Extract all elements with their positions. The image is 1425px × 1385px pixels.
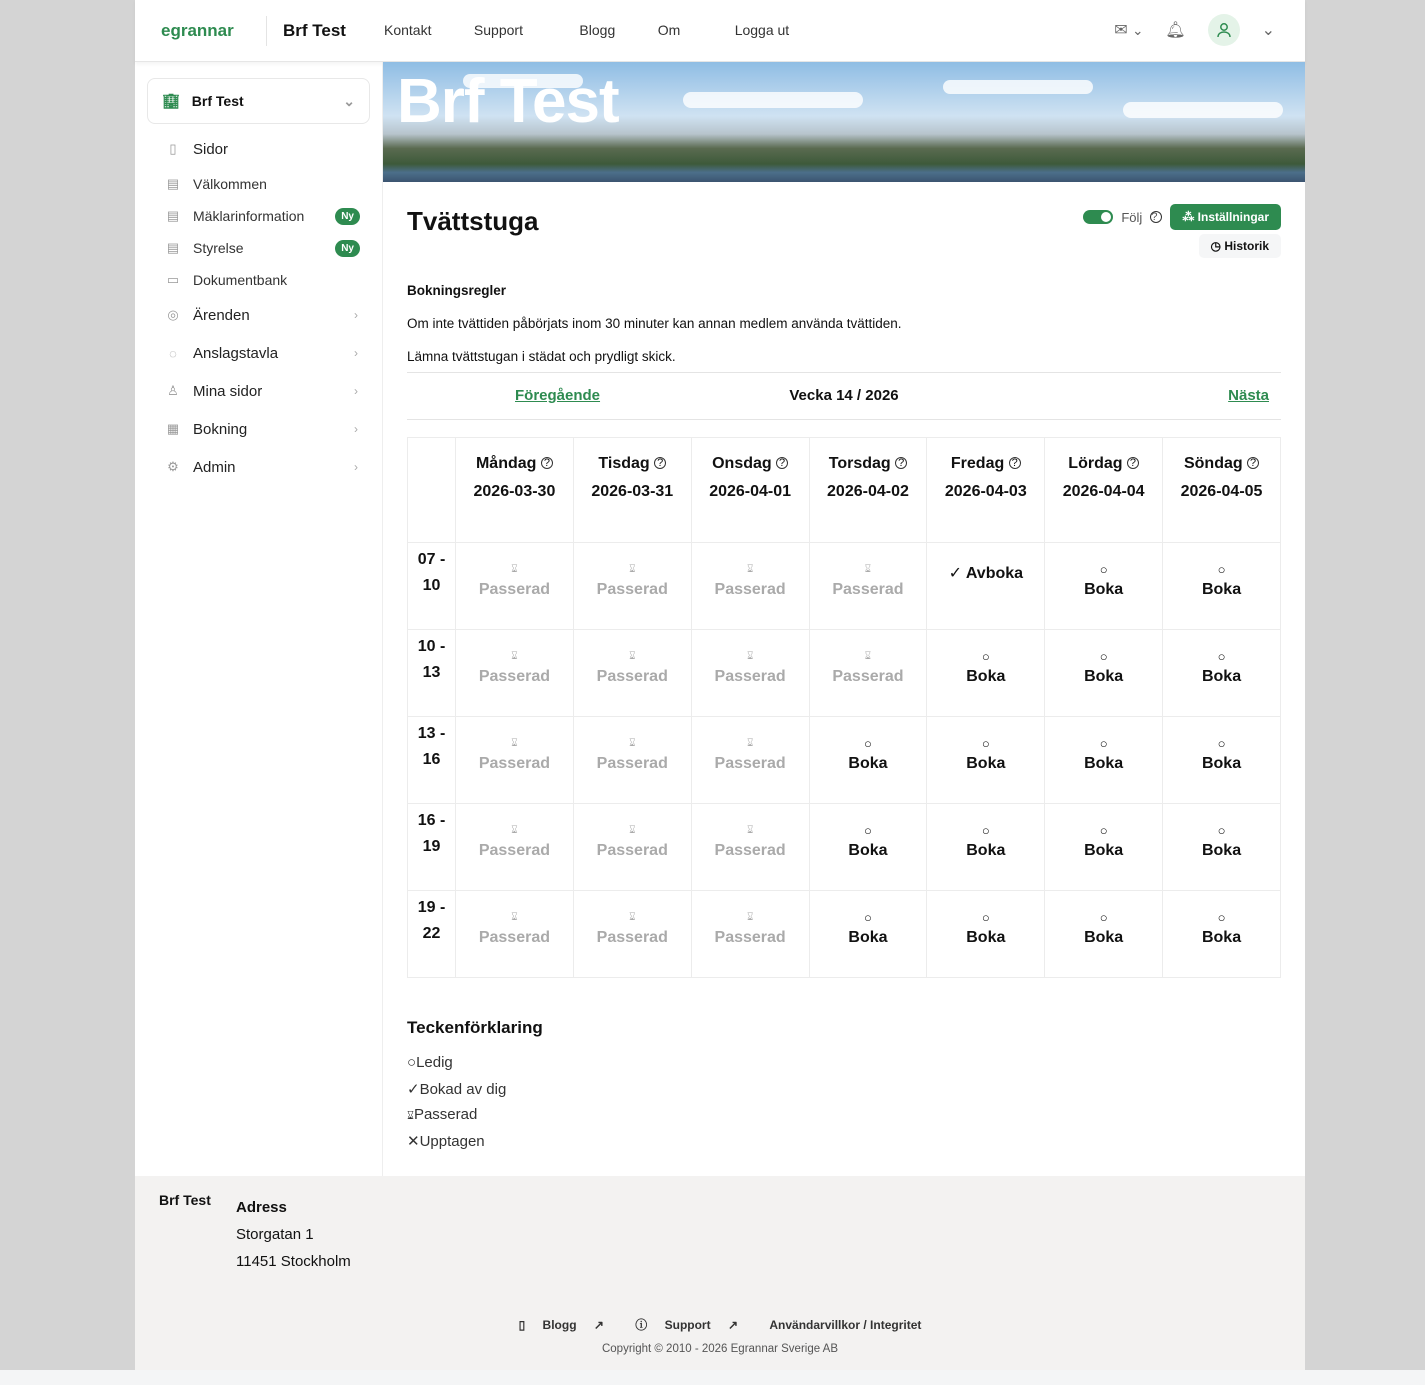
hourglass-icon: ⌛︎	[511, 651, 518, 662]
page	[135, 0, 1305, 1370]
book-icon: ▯	[169, 141, 177, 156]
label: Admin	[193, 458, 236, 476]
day-name: Söndag	[1183, 455, 1243, 472]
slot-label: Passerad	[478, 668, 550, 685]
slot-passed	[691, 717, 809, 804]
sidebar	[135, 62, 383, 1176]
day-header	[927, 438, 1045, 543]
slot-label: Passerad	[478, 755, 550, 772]
street: Storgatan 1	[236, 1226, 314, 1243]
slot-passed	[456, 891, 574, 978]
day-name: Måndag	[475, 455, 537, 472]
sidebar-item-valkommen[interactable]	[135, 168, 382, 200]
follow-toggle[interactable]	[1083, 210, 1113, 224]
footer-link-terms[interactable]: Användarvillkor / Integritet	[769, 1318, 922, 1332]
slot-book-button[interactable]	[1163, 543, 1281, 630]
slot-book-button[interactable]	[809, 891, 927, 978]
hourglass-icon: ⌛︎	[746, 651, 754, 662]
day-date: 2026-04-01	[709, 483, 792, 500]
divider	[266, 16, 267, 46]
slot-book-button[interactable]	[1045, 717, 1163, 804]
slot-label: Avboka	[965, 565, 1024, 582]
chat-icon: ◌	[169, 345, 177, 361]
slot-passed	[691, 630, 809, 717]
slot-passed	[809, 630, 927, 717]
hourglass-icon: ⌛︎	[629, 825, 636, 836]
page-title: Tvättstuga	[407, 206, 539, 236]
slot-cancel-button[interactable]	[927, 543, 1045, 630]
slot-passed	[691, 891, 809, 978]
slot-label: Boka	[966, 755, 1006, 772]
label: Dokumentbank	[193, 272, 288, 288]
slot-book-button[interactable]	[1163, 891, 1281, 978]
mail-icon[interactable]: ✉ ⌄	[1114, 22, 1144, 39]
time-slot-row	[408, 630, 1281, 717]
sidebar-item-maklarinformation[interactable]	[135, 200, 382, 232]
settings-icon: ⁂	[1182, 210, 1198, 224]
time: 19 - 22	[417, 899, 446, 942]
slot-passed	[809, 543, 927, 630]
label: Upptagen	[419, 1133, 485, 1150]
label: Bokning	[193, 420, 248, 438]
sidebar-item-anslagstavla[interactable]	[135, 334, 382, 372]
circle-icon: ○	[1217, 562, 1226, 577]
circle-icon: ○	[1099, 823, 1108, 838]
hourglass-icon: ⌛︎	[746, 738, 754, 749]
time-slot-row	[408, 891, 1281, 978]
circle-icon: ○	[1099, 562, 1108, 577]
label: Inställningar	[1197, 210, 1269, 224]
document-icon: ▤	[166, 208, 180, 223]
sidebar-item-admin[interactable]	[135, 448, 382, 486]
hourglass-icon: ⌛︎	[746, 825, 754, 836]
slot-label: Passerad	[714, 668, 786, 685]
address-title: Adress	[236, 1199, 287, 1216]
slot-passed	[573, 804, 691, 891]
day-name: Torsdag	[828, 455, 891, 472]
slot-label: Passerad	[596, 842, 668, 859]
banner-title: Brf Test	[397, 67, 619, 136]
help-icon[interactable]: ?	[541, 457, 553, 469]
label: Ledig	[416, 1054, 453, 1071]
slot-label: Passerad	[714, 842, 786, 859]
circle-icon: ○	[1217, 823, 1226, 838]
help-icon[interactable]: ?	[1127, 457, 1139, 469]
check-icon: ✓	[407, 1081, 420, 1098]
slot-label: Boka	[848, 929, 888, 946]
slot-label: Passerad	[478, 581, 550, 598]
check-icon: ✓	[948, 565, 962, 582]
label: Blogg	[542, 1318, 577, 1332]
slot-passed	[573, 891, 691, 978]
circle-icon: ○	[1217, 649, 1226, 664]
time-label	[408, 717, 456, 804]
history-button[interactable]	[1199, 234, 1282, 258]
sidebar-section-sidor[interactable]	[135, 130, 382, 168]
hourglass-icon: ⌛︎	[511, 912, 518, 923]
label: Passerad	[413, 1106, 478, 1123]
label: Support	[664, 1318, 711, 1332]
day-date: 2026-04-03	[944, 483, 1027, 500]
slot-label: Passerad	[714, 929, 786, 946]
time-label	[408, 804, 456, 891]
gear-icon: ⚙	[167, 459, 179, 474]
slot-passed	[573, 543, 691, 630]
time-slot-row	[408, 717, 1281, 804]
slot-passed	[456, 717, 574, 804]
document-icon: ▤	[166, 240, 180, 255]
label: Mäklarinformation	[193, 208, 305, 224]
help-icon[interactable]: ?	[1150, 211, 1162, 223]
bottom-strip	[0, 1370, 1425, 1385]
sidebar-item-mina-sidor[interactable]	[135, 372, 382, 410]
time: 16 - 19	[417, 812, 446, 855]
day-header	[1163, 438, 1281, 543]
slot-label: Boka	[966, 929, 1006, 946]
slot-label: Boka	[1084, 929, 1124, 946]
chevron-down-icon: ⌄	[343, 92, 355, 109]
circle-icon: ○	[407, 1054, 417, 1071]
slot-passed	[456, 543, 574, 630]
x-icon: ✕	[407, 1133, 420, 1150]
hourglass-icon: ⌛︎	[629, 564, 636, 575]
slot-label: Boka	[1201, 929, 1242, 946]
next-week-link[interactable]: Nästa	[1228, 387, 1269, 404]
circle-icon: ○	[1217, 910, 1226, 925]
chevron-right-icon: ›	[354, 384, 358, 398]
booking-calendar	[407, 437, 1281, 978]
nav-om[interactable]: Om	[657, 21, 681, 38]
week-navigation	[407, 372, 1281, 420]
slot-book-button[interactable]	[1163, 630, 1281, 717]
footer	[135, 1176, 1305, 1370]
document-icon: ▤	[166, 176, 180, 191]
hourglass-icon: ⌛︎	[629, 738, 636, 749]
rule: Lämna tvättstugan i städat och prydligt skick.	[407, 349, 676, 364]
brand-name[interactable]: Brf Test	[283, 20, 346, 40]
time-label	[408, 543, 456, 630]
label: Anslagstavla	[193, 344, 279, 362]
slot-passed	[573, 717, 691, 804]
slot-passed	[691, 543, 809, 630]
nav-support[interactable]: Support	[473, 21, 523, 38]
hourglass-icon: ⌛︎	[864, 651, 872, 662]
nav-blogg[interactable]: Blogg	[579, 21, 616, 38]
legend-item	[407, 1054, 543, 1080]
help-icon[interactable]: ?	[776, 457, 788, 469]
footer-org-name: Brf Test	[159, 1192, 211, 1208]
calendar-icon: ▦	[166, 421, 180, 436]
label: Mina sidor	[193, 382, 263, 400]
slot-label: Boka	[1084, 668, 1124, 685]
circle-icon: ○	[1099, 910, 1108, 925]
day-header	[456, 438, 574, 543]
day-name: Fredag	[950, 455, 1005, 472]
slot-label: Passerad	[832, 581, 904, 598]
chevron-right-icon: ›	[354, 460, 358, 474]
week-label: Vecka 14 / 2026	[789, 387, 899, 404]
slot-label: Passerad	[478, 929, 550, 946]
circle-icon: ○	[1099, 649, 1108, 664]
day-name: Lördag	[1068, 455, 1123, 472]
label: Sidor	[193, 140, 229, 158]
top-bar	[135, 0, 1305, 62]
slot-passed	[456, 804, 574, 891]
rules-title: Bokningsregler	[407, 283, 507, 298]
day-header	[1045, 438, 1163, 543]
slot-label: Boka	[1201, 668, 1242, 685]
label: Ärenden	[193, 306, 250, 324]
slot-book-button[interactable]	[1045, 891, 1163, 978]
slot-label: Passerad	[596, 755, 668, 772]
circle-icon: ○	[981, 736, 990, 751]
main-nav	[384, 22, 827, 40]
slot-passed	[573, 630, 691, 717]
slot-book-button[interactable]	[1163, 717, 1281, 804]
time: 13 - 16	[417, 725, 446, 768]
circle-icon: ○	[981, 649, 990, 664]
day-header	[691, 438, 809, 543]
hourglass-icon: ⌛︎	[629, 912, 636, 923]
slot-passed	[456, 630, 574, 717]
sidebar-item-bokning[interactable]	[135, 410, 382, 448]
slot-book-button[interactable]	[1045, 630, 1163, 717]
help-icon[interactable]: ?	[654, 457, 666, 469]
slot-book-button[interactable]	[1163, 804, 1281, 891]
day-date: 2026-04-05	[1180, 483, 1263, 500]
circle-icon: ○	[1099, 736, 1108, 751]
legend-item	[407, 1132, 543, 1158]
slot-book-button[interactable]	[927, 717, 1045, 804]
day-header	[809, 438, 927, 543]
slot-label: Boka	[966, 842, 1006, 859]
chevron-down-icon[interactable]: ⌄	[1261, 22, 1275, 39]
day-name: Tisdag	[598, 455, 650, 472]
hourglass-icon: ⌛︎	[511, 738, 518, 749]
slot-label: Boka	[848, 755, 888, 772]
time-slot-row	[408, 804, 1281, 891]
org-selector[interactable]	[147, 78, 370, 124]
slot-book-button[interactable]	[1045, 543, 1163, 630]
hourglass-icon: ⌛︎	[864, 564, 872, 575]
circle-icon: ○	[864, 736, 872, 751]
slot-label: Boka	[1201, 581, 1242, 598]
footer-link-support[interactable]: ⓘ Support ↗	[635, 1318, 738, 1332]
corner-cell	[408, 438, 456, 543]
day-date: 2026-03-31	[591, 483, 674, 500]
follow-label: Följ	[1121, 209, 1143, 225]
slot-label: Boka	[1084, 755, 1124, 772]
time-label	[408, 891, 456, 978]
slot-label: Passerad	[596, 668, 668, 685]
day-header	[573, 438, 691, 543]
hourglass-icon: ⌛︎	[746, 564, 754, 575]
banner-image	[383, 62, 1305, 182]
chevron-right-icon: ›	[354, 346, 358, 360]
bell-icon[interactable]: 🔔︎	[1165, 22, 1186, 39]
slot-label: Boka	[848, 842, 888, 859]
slot-label: Passerad	[596, 929, 668, 946]
circle-icon: ○	[981, 823, 990, 838]
day-date: 2026-04-02	[827, 483, 909, 500]
handshake-icon: ◎	[167, 307, 179, 322]
day-name: Onsdag	[712, 455, 772, 472]
org-name: Brf Test	[191, 93, 244, 109]
legend-item	[407, 1080, 543, 1106]
circle-icon: ○	[864, 823, 872, 838]
legend-item	[407, 1106, 543, 1132]
sidebar-item-dokumentbank[interactable]	[135, 264, 382, 296]
circle-icon: ○	[864, 910, 872, 925]
footer-link-blogg[interactable]: ▯ Blogg ↗	[518, 1318, 604, 1332]
rule: Om inte tvättiden påbörjats inom 30 minuter kan annan medlem använda tvättiden.	[407, 316, 902, 331]
logo[interactable]: egrannar	[161, 20, 234, 40]
label: Historik	[1224, 239, 1269, 253]
slot-label: Boka	[1084, 581, 1124, 598]
slot-book-button[interactable]	[1045, 804, 1163, 891]
sidebar-item-styrelse[interactable]	[135, 232, 382, 264]
slot-label: Passerad	[832, 668, 904, 685]
slot-book-button[interactable]	[927, 630, 1045, 717]
copyright: Copyright © 2010 - 2026 Egrannar Sverige AB	[601, 1343, 839, 1355]
slot-book-button[interactable]	[809, 717, 927, 804]
time: 07 - 10	[417, 551, 446, 594]
time-slot-row	[408, 543, 1281, 630]
slot-label: Boka	[1201, 755, 1242, 772]
new-badge: Ny	[335, 208, 360, 225]
help-icon[interactable]: ?	[1009, 457, 1021, 469]
slot-book-button[interactable]	[927, 804, 1045, 891]
folder-icon: ▭	[166, 272, 180, 287]
slot-label: Passerad	[714, 755, 786, 772]
legend	[407, 1018, 543, 1158]
hourglass-icon: ⌛︎	[629, 651, 636, 662]
building-icon: 🏢︎	[162, 92, 180, 109]
previous-week-link[interactable]: Föregående	[515, 387, 601, 404]
circle-icon: ○	[1217, 736, 1226, 751]
slot-book-button[interactable]	[927, 891, 1045, 978]
sidebar-item-arenden[interactable]	[135, 296, 382, 334]
slot-label: Boka	[966, 668, 1006, 685]
help-icon[interactable]: ?	[895, 457, 907, 469]
footer-address	[236, 1194, 351, 1275]
avatar[interactable]	[1208, 14, 1240, 46]
hourglass-icon: ⌛︎	[407, 1110, 414, 1122]
slot-label: Boka	[1201, 842, 1242, 859]
help-icon[interactable]: ?	[1247, 457, 1259, 469]
nav-logout[interactable]: Logga ut	[734, 21, 790, 38]
hourglass-icon: ⌛︎	[511, 825, 518, 836]
chevron-right-icon: ›	[354, 308, 358, 322]
slot-book-button[interactable]	[809, 804, 927, 891]
label: Styrelse	[193, 240, 244, 256]
time-label	[408, 630, 456, 717]
circle-icon: ○	[981, 910, 990, 925]
slot-label: Passerad	[714, 581, 786, 598]
new-badge: Ny	[335, 240, 360, 257]
legend-title: Teckenförklaring	[407, 1018, 543, 1037]
time: 10 - 13	[417, 638, 446, 681]
chevron-right-icon: ›	[354, 422, 358, 436]
settings-button[interactable]	[1170, 204, 1281, 230]
hourglass-icon: ⌛︎	[746, 912, 754, 923]
user-icon: ♙	[167, 383, 179, 398]
day-date: 2026-04-04	[1062, 483, 1145, 500]
day-date: 2026-03-30	[473, 483, 556, 500]
slot-passed	[691, 804, 809, 891]
slot-label: Passerad	[596, 581, 668, 598]
label: Välkommen	[193, 176, 267, 192]
slot-label: Boka	[1084, 842, 1124, 859]
label: Bokad av dig	[419, 1081, 507, 1098]
booking-rules	[407, 274, 902, 373]
city: 11451 Stockholm	[236, 1253, 351, 1270]
hourglass-icon: ⌛︎	[511, 564, 518, 575]
history-icon: ◷	[1210, 239, 1225, 253]
slot-label: Passerad	[478, 842, 550, 859]
nav-kontakt[interactable]: Kontakt	[383, 21, 432, 38]
